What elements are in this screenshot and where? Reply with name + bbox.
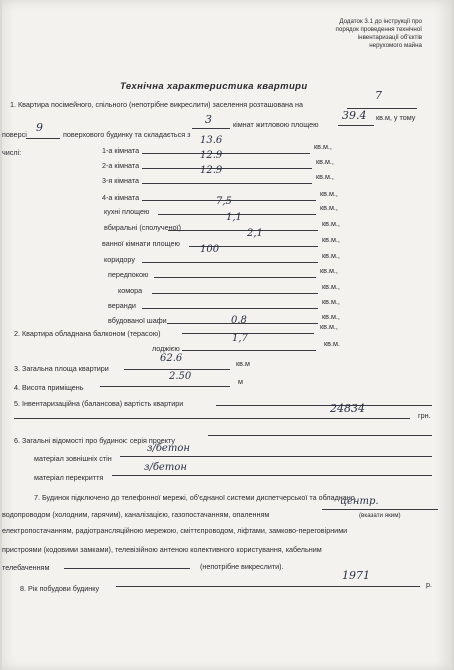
- area-row-unit: кв.м.,: [316, 172, 334, 181]
- year-label: 8. Рік побудови будинку: [20, 584, 100, 593]
- item1-text-b: поверсі: [2, 130, 27, 139]
- year-value: 1971: [342, 569, 370, 582]
- value-label: 5. Інвентаризаційна (балансова) вартість квартири: [14, 399, 184, 408]
- area-row-unit: кв.м.,: [322, 282, 340, 291]
- value-unit: грн.: [418, 411, 431, 420]
- living-area-value: 39.4: [342, 109, 367, 122]
- floors-value: з/бетон: [144, 462, 187, 473]
- floor-value: 7: [375, 89, 382, 102]
- area-row-value: 13.6: [200, 135, 223, 146]
- loggia-value: 1,7: [232, 333, 248, 344]
- document-page: [2, 0, 452, 670]
- balcony-unit: кв.м.,: [320, 322, 338, 331]
- total-area-unit: кв.м: [236, 359, 250, 368]
- floors-line: [112, 475, 432, 476]
- living-area-line: [338, 125, 374, 126]
- area-row-label: вбудованої шафи: [108, 316, 167, 325]
- walls-label: матеріал зовнішніх стін: [34, 454, 112, 463]
- appendix-note-line: Додаток 3.1 до інструкції про: [339, 18, 422, 25]
- rooms-line: [192, 128, 230, 129]
- item1-text-d: кімнат житловою площею: [233, 120, 319, 129]
- area-row-label: 2-а кімната: [102, 161, 140, 170]
- utilities-line-5b: (непотрібне викреслити).: [200, 562, 284, 571]
- area-row-value: 12.9: [200, 165, 223, 176]
- year-line: [116, 586, 420, 587]
- area-row-unit: кв.м.,: [322, 312, 340, 321]
- area-row-value: 12.9: [200, 150, 223, 161]
- area-row-unit: кв.м.,: [322, 219, 340, 228]
- heating-value: центр.: [340, 496, 379, 507]
- item1-text-a: 1. Квартира посімейного, спільного (непотрібне викреслити) заселення розташована на: [10, 100, 303, 109]
- area-row-unit: кв.м.,: [320, 266, 338, 275]
- area-row-value: 2,1: [247, 228, 263, 239]
- utilities-line-3: електропостачанням, радіотрансляційною мережою, сміттєпроводом, ліфтами, замково-переговірними: [2, 526, 348, 535]
- area-row-line: [142, 262, 318, 263]
- storeys-line: [26, 138, 60, 139]
- appendix-note-line: інвентаризації об'єктів: [357, 34, 422, 41]
- floors-label: матеріал перекриття: [34, 473, 104, 482]
- balcony-label: 2. Квартира обладнана балконом (терасою): [14, 329, 161, 338]
- appendix-note-line: порядок проведення технічної: [335, 26, 422, 33]
- appendix-note: [336, 18, 422, 50]
- heating-line: [322, 509, 438, 510]
- heating-note: (вказати яким): [359, 512, 401, 519]
- value-line-1: [216, 405, 432, 406]
- total-area-label: 3. Загальна площа квартири: [14, 364, 109, 373]
- total-area-value: 62.6: [160, 353, 183, 364]
- rooms-value: 3: [205, 113, 212, 126]
- area-row-value: 7,5: [216, 196, 232, 207]
- area-row-line: [142, 183, 312, 184]
- project-series-label: 6. Загальні відомості про будинок: серія проекту: [14, 436, 175, 445]
- project-series-line: [208, 435, 432, 436]
- height-line: [100, 386, 230, 387]
- walls-line: [120, 456, 432, 457]
- area-row-line: [152, 293, 318, 294]
- area-row-label: 3-я кімната: [102, 176, 139, 185]
- item1-text-c: поверхового будинку та складається з: [63, 130, 191, 139]
- utilities-line-5a: телебаченням: [2, 563, 50, 572]
- utilities-line-4: пристроями (кодовими замками), телевізійною антеною колективного користування, кабельним: [2, 545, 322, 554]
- item1-text-f: числі:: [2, 148, 22, 157]
- area-row-label: передпокою: [108, 270, 149, 279]
- tv-line: [64, 568, 190, 569]
- area-row-label: коридору: [104, 255, 135, 264]
- utilities-line-1: 7. Будинок підключено до телефонної мережі, об'єднаної системи диспетчерської та обладнано: [34, 493, 355, 502]
- balcony-value: 0.8: [231, 315, 247, 326]
- area-row-line: [168, 230, 318, 231]
- document-title: Технічна характеристика квартири: [120, 81, 308, 92]
- height-unit: м: [238, 377, 243, 386]
- area-row-label: ванної кімнати площею: [102, 239, 180, 248]
- loggia-label: лоджією: [152, 344, 180, 353]
- loggia-unit: кв.м.: [324, 339, 340, 348]
- area-row-label: вбиральні (сполученої): [104, 223, 181, 232]
- area-row-value: 1,1: [226, 212, 242, 223]
- value-amount: 24834: [330, 402, 365, 415]
- area-row-line: [142, 308, 318, 309]
- utilities-line-2: водопроводом (холодним, гарячим), каналізацією, газопостачанням, опаленням: [2, 510, 270, 519]
- area-row-label: кухні площею: [104, 207, 150, 216]
- area-row-label: 4-а кімната: [102, 193, 140, 202]
- height-value: 2.50: [169, 371, 192, 382]
- height-label: 4. Висота приміщень: [14, 383, 84, 392]
- area-row-unit: кв.м.,: [314, 142, 332, 151]
- area-row-line: [142, 153, 310, 154]
- area-row-unit: кв.м.,: [320, 189, 338, 198]
- year-unit: р.: [426, 580, 432, 589]
- area-row-line: [142, 168, 312, 169]
- item1-text-e: кв.м, у тому: [376, 113, 416, 122]
- area-row-unit: кв.м.,: [322, 297, 340, 306]
- area-row-line: [154, 277, 316, 278]
- area-row-unit: кв.м.,: [316, 157, 334, 166]
- area-row-value: 100: [200, 244, 220, 255]
- area-row-label: 1-а кімната: [102, 146, 140, 155]
- walls-value: з/бетон: [147, 443, 190, 454]
- area-row-label: комора: [118, 286, 143, 295]
- storeys-value: 9: [36, 121, 43, 134]
- area-row-unit: кв.м.,: [320, 203, 338, 212]
- area-row-unit: кв.м.,: [322, 251, 340, 260]
- area-row-unit: кв.м.,: [322, 235, 340, 244]
- value-line-2: [14, 418, 410, 419]
- appendix-note-line: нерухомого майна: [369, 42, 422, 49]
- total-area-line: [124, 369, 230, 370]
- area-row-label: веранди: [108, 301, 136, 310]
- loggia-line: [182, 350, 316, 351]
- balcony-line: [182, 333, 314, 334]
